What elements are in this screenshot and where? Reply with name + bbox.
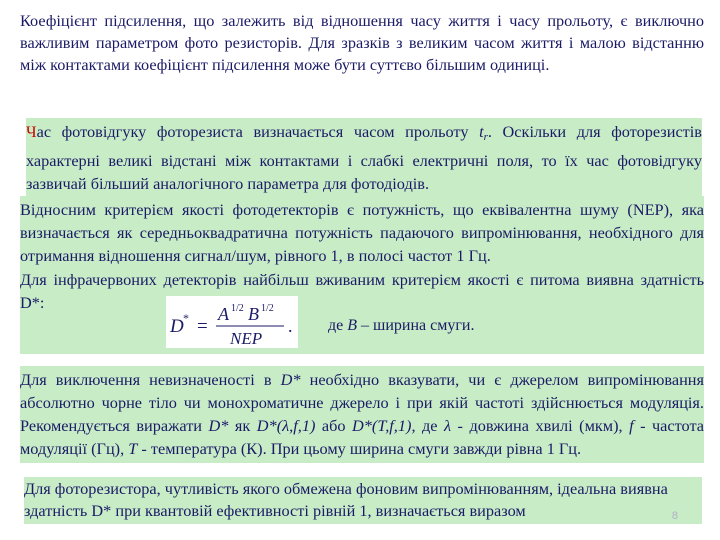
formula-numerator-a: A bbox=[218, 304, 229, 324]
formula-where-note bbox=[328, 317, 475, 335]
text-run: , де bbox=[411, 416, 444, 435]
response-text-1: ас фотовідгуку фоторезиста визначається часом прольоту bbox=[36, 122, 480, 141]
symbol-t-subscript: r bbox=[483, 131, 488, 143]
formula-svg bbox=[166, 296, 298, 348]
text-run: Для виключення невизначеності в bbox=[20, 370, 281, 389]
paragraph-nep: Відносним критерієм якості фотодетекторів є потужність, що еквівалентна шуму (NEP), яка визначається як середньоквадратична потужність падаючого випромінювання, необхідного для отримання відношення сигнал/шум, рівного 1, в полосі частот 1 Гц. bbox=[20, 196, 704, 271]
where-symbol-b: B bbox=[347, 317, 358, 334]
text-run: - довжина хвилі (мкм), bbox=[451, 416, 630, 435]
symbol-f: f bbox=[629, 416, 634, 435]
paragraph-gain: Коефіцієнт підсилення, що залежить від відношення часу життя і часу прольоту, є виключно важливим параметром фото резисторів. Для зразків з великим часом життя і малою відстанню між контактами коефіцієнт підсилення може бути суттєво більшим одиниці. bbox=[20, 11, 704, 74]
formula-star: * bbox=[183, 311, 189, 325]
symbol-t: t bbox=[479, 122, 484, 141]
paragraph-detectivity: Для інфрачервоних детекторів найбільш вживаним критерієм якості є питома виявна здатність D*: bbox=[20, 266, 704, 354]
symbol-dstar: D* bbox=[208, 416, 229, 435]
formula-denominator: NEP bbox=[230, 329, 263, 348]
paragraph-uncertainty bbox=[20, 366, 704, 463]
where-prefix: де bbox=[328, 317, 348, 334]
page-number: 8 bbox=[671, 510, 678, 522]
text-run: або bbox=[315, 416, 353, 435]
paragraph-response-time bbox=[26, 118, 702, 199]
symbol-dstar: D* bbox=[280, 370, 301, 389]
formula-equals: = bbox=[197, 316, 208, 337]
formula-exponent-b: 1/2 bbox=[261, 303, 274, 314]
formula-exponent-a: 1/2 bbox=[231, 303, 244, 314]
symbol-t-temp: T bbox=[128, 439, 138, 458]
paragraph-photoresistor: Для фоторезистора, чутливість якого обмежена фоновим випромінюванням, ідеальна виявна здатність D* при квантовій ефективності рівній 1, визначається виразом bbox=[24, 477, 702, 524]
symbol-dstar-t: D*(T,f,1) bbox=[352, 416, 412, 435]
text-run: - температура (К). При цьому ширина смуги завжди рівна 1 Гц. bbox=[137, 439, 582, 458]
where-suffix: – ширина смуги. bbox=[357, 317, 475, 334]
formula-period: . bbox=[288, 316, 293, 336]
red-lead-letter: Ч bbox=[26, 122, 37, 141]
detectivity-formula bbox=[166, 296, 298, 348]
symbol-dstar-lambda: D*(λ,f,1) bbox=[256, 416, 316, 435]
text-run: - частота модуляції (Гц), bbox=[20, 416, 705, 458]
formula-numerator-b: B bbox=[248, 304, 259, 324]
text-run: як bbox=[228, 416, 257, 435]
symbol-lambda: λ bbox=[444, 416, 452, 435]
text-run: необхідно вказувати, чи є джерелом випромінювання абсолютно чорне тіло чи монохроматичне джерело і при якій частоті здійснюється модуляція. Рекомендується виражати bbox=[20, 370, 704, 435]
response-text-2: . Оскільки для фоторезистів характерні великі відстані між контактами і слабкі електричні поля, то їх час фотовідгуку зазвичай більший аналогічного параметра для фотодіодів. bbox=[26, 122, 702, 193]
formula-lhs: D bbox=[170, 316, 184, 337]
